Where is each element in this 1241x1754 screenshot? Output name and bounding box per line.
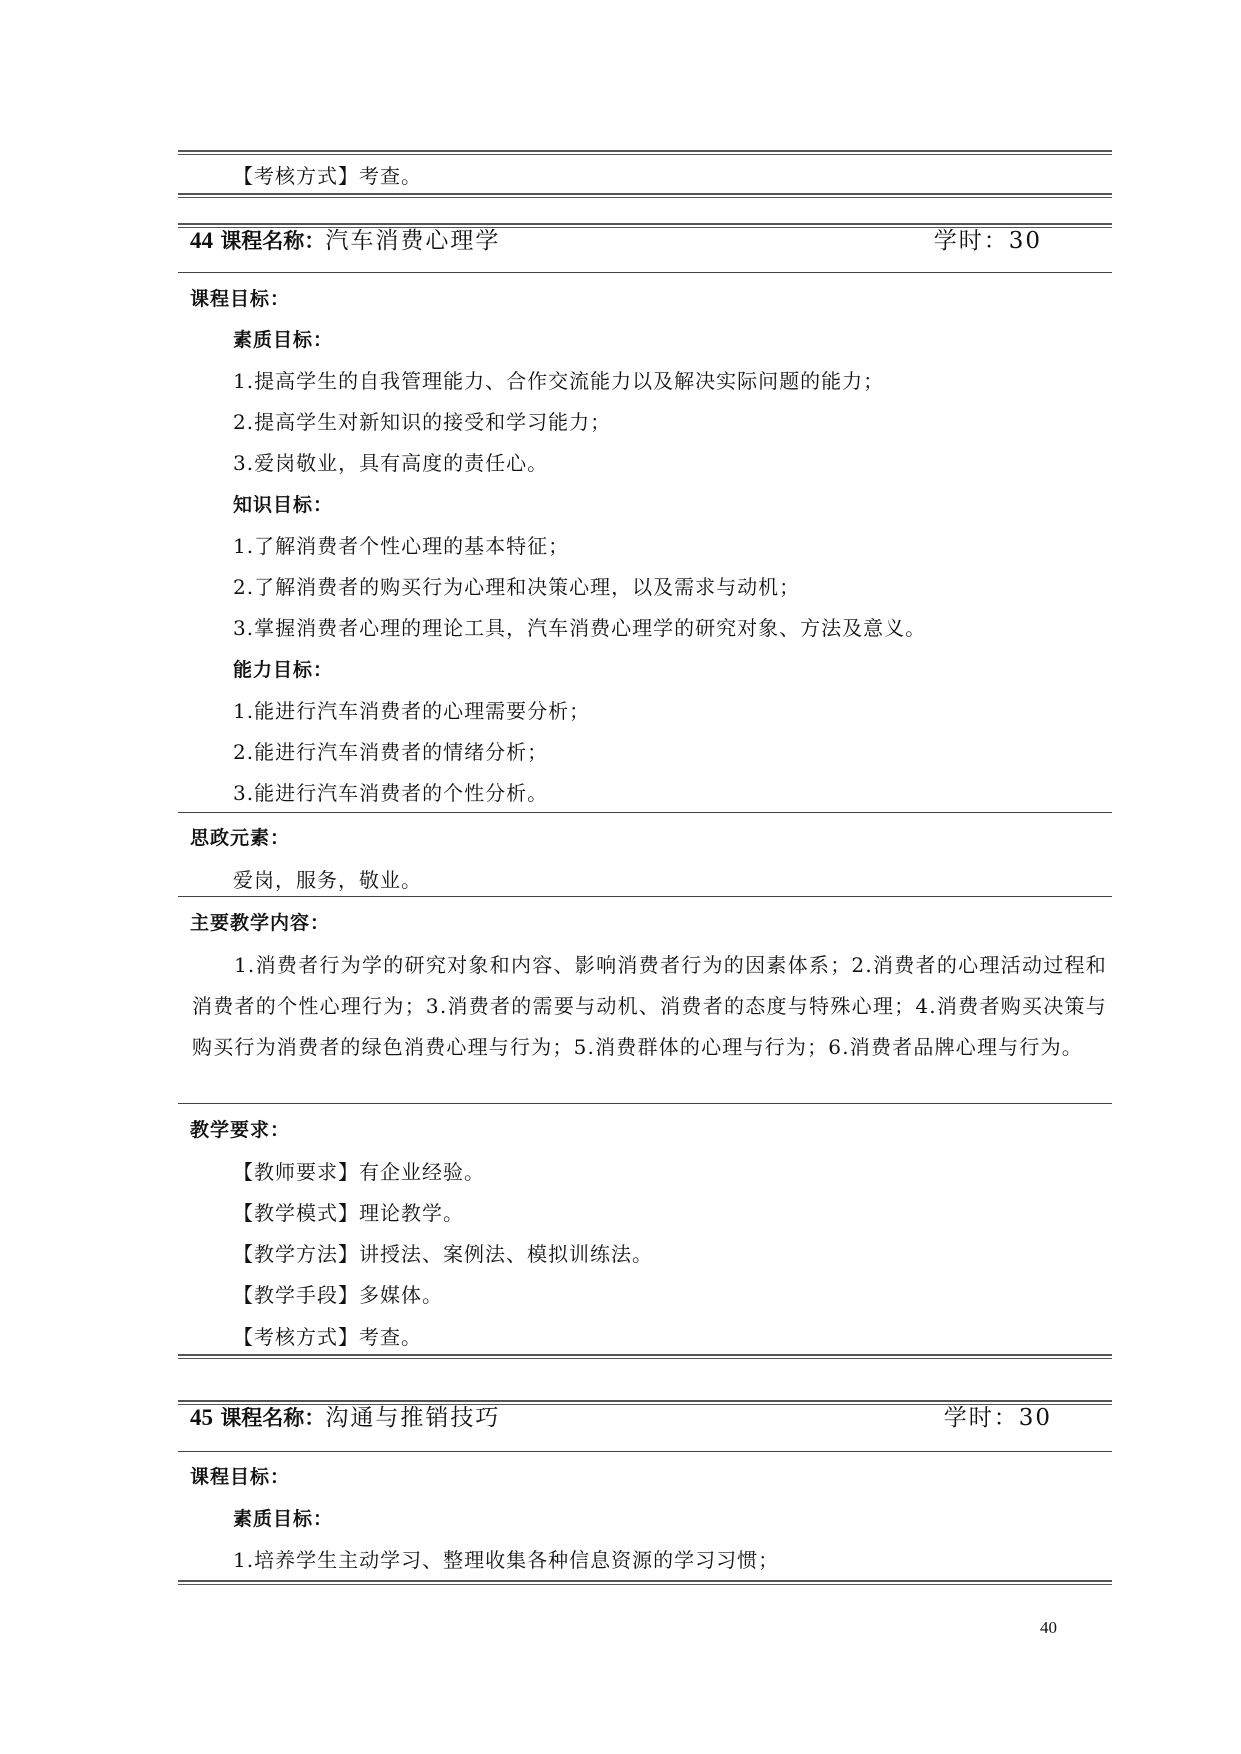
course44-name: 汽车消费心理学	[325, 228, 501, 254]
course45-quality-item: 1.培养学生主动学习、整理收集各种信息资源的学习习惯；	[233, 1548, 780, 1572]
page-number: 40	[1040, 1618, 1057, 1637]
course44-content-heading: 主要教学内容：	[190, 912, 331, 934]
course44-ideology-heading: 思政元素：	[190, 827, 291, 849]
course44-ability-item: 1.能进行汽车消费者的心理需要分析；	[233, 699, 591, 723]
course44-knowledge-item: 3.掌握消费者心理的理论工具，汽车消费心理学的研究对象、方法及意义。	[233, 616, 927, 640]
course44-goals-heading: 课程目标：	[190, 288, 291, 310]
course44-ideology-divider	[178, 896, 1112, 897]
course44-ability-heading: 能力目标：	[233, 659, 334, 681]
assessment-line: 【考核方式】考查。	[233, 164, 422, 188]
course44-knowledge-item: 1.了解消费者个性心理的基本特征；	[233, 534, 570, 558]
course44-ideology-text: 爱岗，服务，敬业。	[233, 868, 422, 892]
course44-number: 44	[190, 228, 213, 253]
course45-hours: 学时：30	[943, 1405, 1052, 1431]
course45-bottom-border	[178, 1580, 1112, 1585]
course45-number: 45	[190, 1405, 213, 1430]
course44-knowledge-heading: 知识目标：	[233, 494, 334, 516]
course45-title-divider	[178, 1451, 1112, 1452]
course45-name: 沟通与推销技巧	[325, 1405, 501, 1431]
course44-title-row	[190, 226, 1090, 256]
table-top-border	[178, 150, 1112, 155]
course44-quality-item: 2.提高学生对新知识的接受和学习能力；	[233, 410, 612, 434]
course44-ability-item: 2.能进行汽车消费者的情绪分析；	[233, 740, 549, 764]
course44-quality-item: 1.提高学生的自我管理能力、合作交流能力以及解决实际问题的能力；	[233, 369, 885, 393]
course45-label: 课程名称：	[220, 1406, 326, 1430]
course44-ability-item: 3.能进行汽车消费者的个性分析。	[233, 781, 549, 805]
course44-requirement-item: 【教学手段】多媒体。	[233, 1283, 443, 1307]
course44-goals-divider	[178, 812, 1112, 813]
course44-bottom-border	[178, 1354, 1112, 1359]
course44-quality-heading: 素质目标：	[233, 329, 334, 351]
course45-goals-heading: 课程目标：	[190, 1466, 291, 1488]
course44-content-divider	[178, 1103, 1112, 1104]
course44-title-divider	[178, 272, 1112, 273]
course44-requirement-item: 【教学模式】理论教学。	[233, 1201, 464, 1225]
course44-quality-item: 3.爱岗敬业，具有高度的责任心。	[233, 451, 549, 475]
course44-label: 课程名称：	[220, 229, 326, 253]
course45-title-row	[190, 1403, 1090, 1433]
course44-hours: 学时：30	[933, 228, 1042, 254]
course44-requirements-heading: 教学要求：	[190, 1119, 291, 1141]
course44-requirement-item: 【教学方法】讲授法、案例法、模拟训练法。	[233, 1242, 653, 1266]
course45-quality-heading: 素质目标：	[233, 1508, 334, 1530]
course44-content-text: 1.消费者行为学的研究对象和内容、影响消费者行为的因素体系；2.消费者的心理活动过程和消费者的个性心理行为；3.消费者的需要与动机、消费者的态度与特殊心理；4.消费者购买决策与购买行为消费者的绿色消费心理与行为；5.消费群体的心理与行为；6.消费者品牌心理与行为。	[192, 953, 1107, 1059]
course44-requirement-item: 【教师要求】有企业经验。	[233, 1160, 485, 1184]
course44-requirement-item: 【考核方式】考查。	[233, 1325, 422, 1349]
table-bottom-border	[178, 193, 1112, 198]
course44-knowledge-item: 2.了解消费者的购买行为心理和决策心理，以及需求与动机；	[233, 575, 801, 599]
